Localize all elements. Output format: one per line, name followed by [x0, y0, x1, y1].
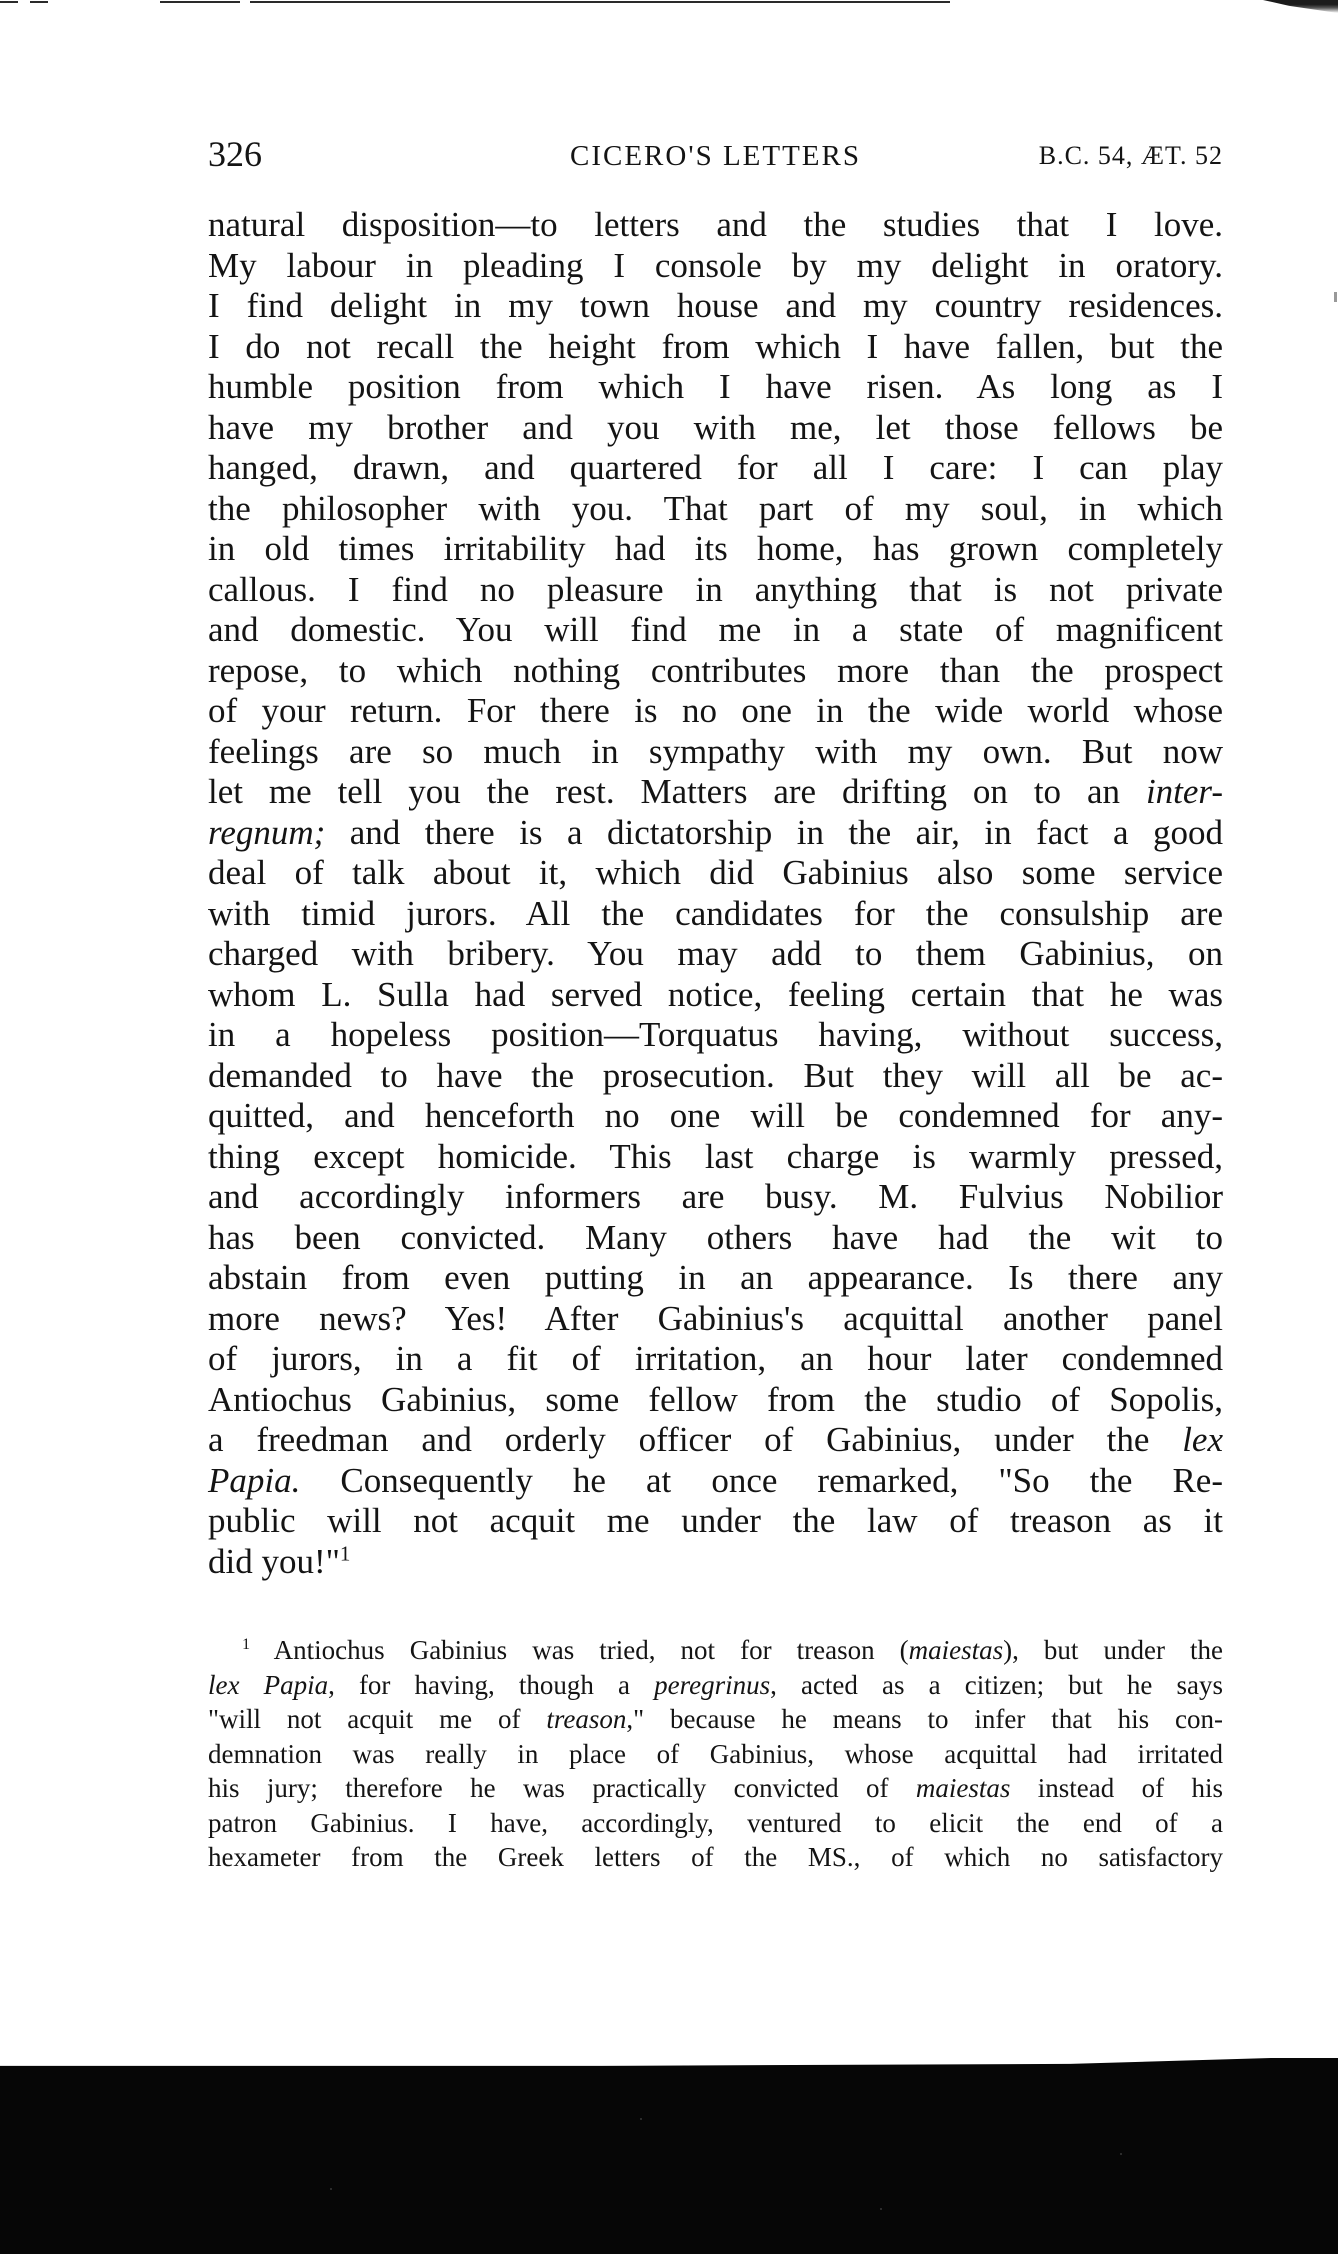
body-line: a freedman and orderly officer of Gabinius, under the lex: [208, 1420, 1223, 1459]
body-line: the philosopher with you. That part of my soul, in which: [208, 488, 1223, 528]
running-title: CICERO'S LETTERS: [570, 140, 861, 172]
footnote-line: patron Gabinius. I have, accordingly, ventured to elicit the end of a: [208, 1807, 1223, 1838]
italic-word: Papia.: [208, 1460, 301, 1500]
date-reference: B.C. 54, ÆT. 52: [1038, 141, 1223, 170]
body-line: I find delight in my town house and my country residences.: [208, 286, 1223, 325]
letter-body: [208, 205, 1223, 1582]
footnote-text: instead of his: [1010, 1773, 1223, 1803]
body-line: repose, to which nothing contributes more than the prospect: [208, 650, 1223, 690]
body-line: quitted, and henceforth no one will be condemned for any-: [208, 1096, 1223, 1135]
footnote-line: [208, 1702, 1223, 1737]
body-line: humble position from which I have risen. As long as I: [208, 367, 1223, 406]
footnote-italic: treason: [546, 1704, 627, 1734]
footnote-italic: lex Papia: [208, 1669, 329, 1700]
margin-mark: [1334, 292, 1337, 302]
body-line: in old times irritability had its home, has grown completely: [208, 529, 1223, 568]
body-line: abstain from even putting in an appearance. Is there any: [208, 1258, 1223, 1297]
italic-word: lex: [1182, 1420, 1223, 1459]
footnote-line: [208, 1771, 1223, 1806]
scan-dark-edge: [0, 2058, 1338, 2254]
body-line: whom L. Sulla had served notice, feeling certain that he was: [208, 974, 1223, 1014]
rule-segment: [30, 1, 48, 3]
footnote-line: hexameter from the Greek letters of the MS., of which no satisfactory: [208, 1842, 1223, 1872]
scan-speck: [1120, 2153, 1122, 2155]
footnote-text: Antiochus Gabinius was tried, not for treason (: [273, 1635, 909, 1665]
italic-word: inter-: [1145, 772, 1223, 811]
footnote-marker: 1: [242, 1635, 251, 1653]
body-line: of jurors, in a fit of irritation, an hour later condemned: [208, 1339, 1223, 1378]
body-line: deal of talk about it, which did Gabinius also some service: [208, 853, 1223, 892]
scan-speck: [880, 2208, 882, 2210]
body-line: let me tell you the rest. Matters are drifting on to an inter-: [208, 772, 1223, 811]
body-line: and accordingly informers are busy. M. Fulvius Nobilior: [208, 1177, 1223, 1216]
footnote-line: [208, 1633, 1223, 1668]
rule-segment: [0, 1, 18, 3]
body-line: charged with bribery. You may add to them Gabinius, on: [208, 934, 1223, 973]
scan-speck: [330, 2188, 332, 2190]
body-line: in a hopeless position—Torquatus having, without success,: [208, 1015, 1223, 1054]
body-line: callous. I find no pleasure in anything that is not private: [208, 569, 1223, 609]
body-line: regnum; and there is a dictatorship in the air, in fact a good: [208, 812, 1223, 852]
body-line: thing except homicide. This last charge is warmly pressed,: [208, 1136, 1223, 1176]
body-line: hanged, drawn, and quartered for all I care: I can play: [208, 448, 1223, 487]
body-line: My labour in pleading I console by my delight in oratory.: [208, 245, 1223, 285]
footnote-italic: peregrinus: [654, 1669, 771, 1700]
page-number: 326: [208, 134, 262, 174]
rule-segment: [250, 1, 950, 3]
footnote-italic: maiestas: [915, 1773, 1011, 1803]
footnote-text: , acted as a citizen; but he says: [770, 1669, 1223, 1700]
footnote-line: [208, 1668, 1223, 1703]
scan-corner-shadow: [1263, 0, 1338, 13]
body-line-text: did you!": [208, 1541, 340, 1581]
body-line: I do not recall the height from which I have fallen, but the: [208, 326, 1223, 366]
body-line: feelings are so much in sympathy with my own. But now: [208, 731, 1223, 771]
body-line: and domestic. You will find me in a state of magnificent: [208, 610, 1223, 649]
footnote-text: "will not acquit me of: [208, 1704, 547, 1734]
footnote-line: demnation was really in place of Gabinius, whose acquittal had irritated: [208, 1738, 1223, 1769]
body-line: natural disposition—to letters and the studies that I love.: [208, 205, 1223, 244]
footnote-reference: 1: [339, 1540, 351, 1565]
scan-top-rule: [0, 0, 1338, 14]
body-line: of your return. For there is no one in the wide world whose: [208, 691, 1223, 730]
footnote-italic: maiestas: [908, 1635, 1004, 1665]
body-line: Papia. Consequently he at once remarked, "So the Re-: [208, 1460, 1223, 1500]
body-line: public will not acquit me under the law of treason as it: [208, 1501, 1223, 1540]
footnote-text: his jury; therefore he was practically convicted of: [208, 1773, 916, 1803]
page-header: [208, 134, 1223, 174]
italic-word: regnum;: [208, 812, 326, 852]
body-line-last: [208, 1542, 1223, 1583]
scan-speck: [640, 2118, 642, 2120]
rule-segment: [160, 1, 240, 3]
body-line: demanded to have the prosecution. But they will all be ac-: [208, 1055, 1223, 1095]
body-line: Antiochus Gabinius, some fellow from the studio of Sopolis,: [208, 1379, 1223, 1419]
footnote: [208, 1633, 1223, 1875]
body-line: with timid jurors. All the candidates for the consulship are: [208, 893, 1223, 933]
footnote-text: ), but under the: [1003, 1635, 1223, 1665]
footnote-text: ," because he means to infer that his con-: [626, 1704, 1223, 1734]
body-line: more news? Yes! After Gabinius's acquittal another panel: [208, 1298, 1223, 1338]
body-line: has been convicted. Many others have had the wit to: [208, 1217, 1223, 1257]
footnote-text: , for having, though a: [328, 1669, 655, 1700]
body-line: have my brother and you with me, let those fellows be: [208, 407, 1223, 447]
